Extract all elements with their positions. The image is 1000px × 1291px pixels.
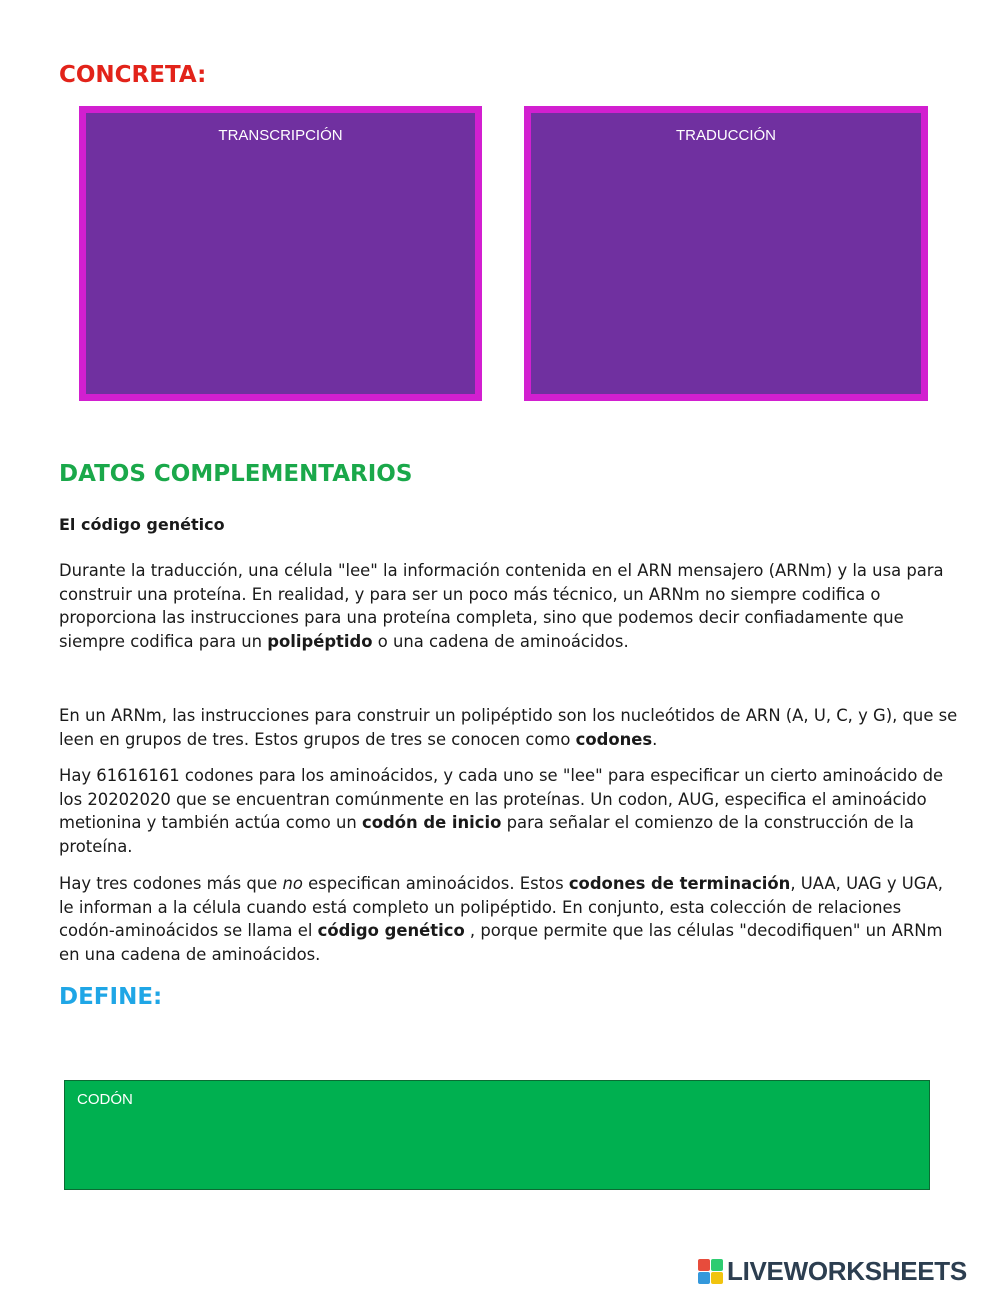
codon-definition-box[interactable] [64, 1080, 930, 1190]
concreta-heading: CONCRETA: [59, 62, 207, 88]
paragraph-codones: En un ARNm, las instrucciones para construir un polipéptido son los nucleótidos de ARN (A, U, C, y G), que se leen en grupos de tres. Estos grupos de tres se conocen como codones. [59, 706, 958, 749]
logo-block-4 [711, 1272, 723, 1284]
traduccion-title: TRADUCCIÓN [676, 127, 776, 144]
codon-label: CODÓN [77, 1091, 133, 1108]
logo-block-3 [698, 1272, 710, 1284]
logo-block-2 [711, 1259, 723, 1271]
define-heading: DEFINE: [59, 984, 163, 1010]
codigo-genetico-title: El código genético [59, 515, 225, 534]
traduccion-box[interactable] [524, 106, 928, 401]
datos-heading: DATOS COMPLEMENTARIOS [59, 461, 413, 487]
logo-blocks-icon [698, 1259, 723, 1284]
logo-block-1 [698, 1259, 710, 1271]
paragraph-codon-inicio: Hay 61616161 codones para los aminoácidos, y cada uno se "lee" para especificar un cierto aminoácido de los 20202020 que se encuentran comúnmente en las proteínas. Un codon, AUG, especifica el aminoácido metionina y también actúa como un codón de inicio para señalar el comienzo de la construcción de la proteína. [59, 766, 944, 856]
paragraph-codones-terminacion: Hay tres codones más que no especifican aminoácidos. Estos codones de terminación, UAA, UAG y UGA, le informan a la célula cuando está completo un polipéptido. En conjunto, esta colección de relaciones codón-aminoácidos se llama el código genético , porque permite que las células "decodifiquen" un ARNm en una cadena de aminoácidos. [59, 874, 943, 964]
transcripcion-box[interactable] [79, 106, 482, 401]
liveworksheets-logo [698, 1256, 967, 1286]
paragraph-traduccion: Durante la traducción, una célula "lee" la información contenida en el ARN mensajero (ARNm) y la usa para construir una proteína. En realidad, y para ser un poco más técnico, un ARNm no siempre codifica o proporciona las instrucciones para una proteína completa, sino que podemos decir confiadamente que siempre codifica para un polipéptido o una cadena de aminoácidos. [59, 561, 944, 651]
transcripcion-title: TRANSCRIPCIÓN [218, 127, 343, 144]
logo-text: LIVEWORKSHEETS [727, 1255, 967, 1286]
